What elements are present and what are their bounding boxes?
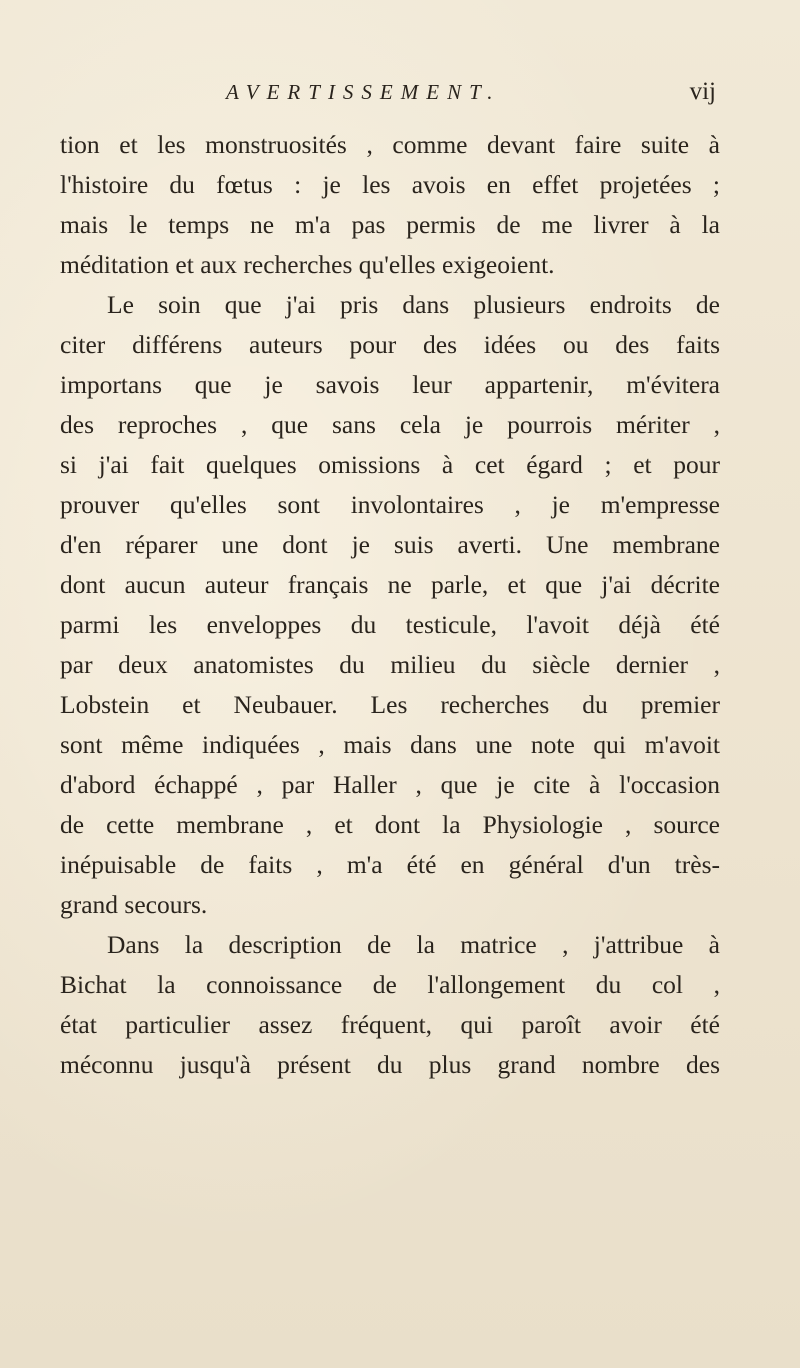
text-line: par deux anatomistes du milieu du siècle dernier ,: [60, 650, 720, 679]
text-line: mais le temps ne m'a pas permis de me livrer à la: [60, 210, 720, 239]
text-line: d'en réparer une dont je suis averti. Une membrane: [60, 530, 720, 559]
text-line: des reproches , que sans cela je pourrois mériter ,: [60, 410, 720, 439]
text-line: l'histoire du fœtus : je les avois en effet projetées ;: [60, 170, 720, 199]
text-line: inépuisable de faits , m'a été en général d'un très-: [60, 850, 720, 879]
text-line: tion et les monstruosités , comme devant faire suite à: [60, 130, 720, 159]
body-text: [60, 125, 720, 1085]
text-line: importans que je savois leur appartenir, m'évitera: [60, 370, 720, 399]
text-line: grand secours.: [60, 890, 208, 919]
page-number: vij: [689, 78, 716, 105]
text-line: dont aucun auteur français ne parle, et que j'ai décrite: [60, 570, 720, 599]
text-line: parmi les enveloppes du testicule, l'avoit déjà été: [60, 610, 720, 639]
running-title: AVERTISSEMENT.: [226, 80, 501, 104]
text-line: d'abord échappé , par Haller , que je cite à l'occasion: [60, 770, 720, 799]
page-header: [226, 80, 716, 120]
text-line: Lobstein et Neubauer. Les recherches du premier: [60, 690, 720, 719]
text-line: citer différens auteurs pour des idées ou des faits: [60, 330, 720, 359]
text-line: état particulier assez fréquent, qui paroît avoir été: [60, 1010, 720, 1039]
text-line: Bichat la connoissance de l'allongement du col ,: [60, 970, 720, 999]
paragraph-first-line: Dans la description de la matrice , j'attribue à: [107, 930, 720, 959]
text-line: de cette membrane , et dont la Physiologie , source: [60, 810, 720, 839]
text-line: sont même indiquées , mais dans une note qui m'avoit: [60, 730, 720, 759]
paragraph-first-line: Le soin que j'ai pris dans plusieurs endroits de: [107, 290, 720, 319]
text-line: prouver qu'elles sont involontaires , je m'empresse: [60, 490, 720, 519]
text-line: méditation et aux recherches qu'elles exigeoient.: [60, 250, 555, 279]
text-line: si j'ai fait quelques omissions à cet égard ; et pour: [60, 450, 720, 479]
text-line: méconnu jusqu'à présent du plus grand nombre des: [60, 1050, 720, 1079]
